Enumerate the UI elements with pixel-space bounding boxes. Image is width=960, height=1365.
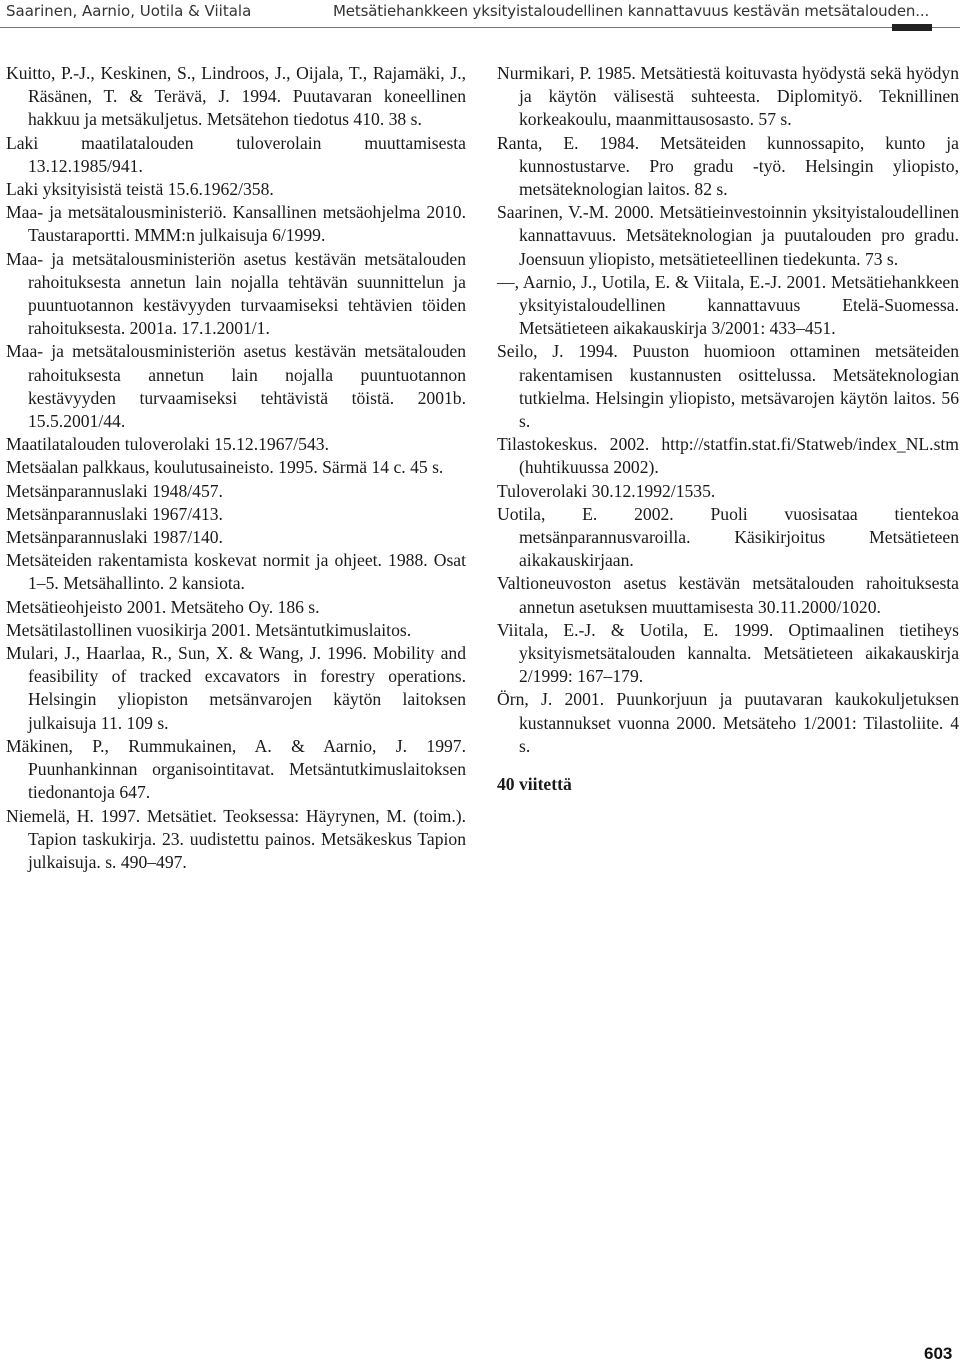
reference-item: Metsänparannuslaki 1948/457. bbox=[6, 480, 223, 501]
reference-item: Seilo, J. 1994. Puuston huomioon ottaminen metsäteiden rakentamisen kustannusten osittelussa. Metsäteknologian tutkielma. Helsingin yliopisto, metsävarojen käytön laitos. 56 s. bbox=[497, 341, 959, 432]
reference-item: Ranta, E. 1984. Metsäteiden kunnossapito, kunto ja kunnostustarve. Pro gradu -työ. Helsingin yliopisto, metsäteknologian laitos. 82 s. bbox=[497, 132, 959, 200]
header-rule bbox=[0, 27, 960, 28]
reference-item: Metsänparannuslaki 1967/413. bbox=[6, 503, 223, 524]
reference-item: Örn, J. 2001. Puunkorjuun ja puutavaran kaukokuljetuksen kustannukset vuonna 2000. Metsäteho 1/2001: Tilastoliite. 4 s. bbox=[497, 689, 959, 756]
references-left-column bbox=[6, 62, 466, 874]
header-article-title: Metsätiehankkeen yksityistaloudellinen kannattavuus kestävän metsätalouden... bbox=[333, 2, 930, 20]
references-count: 40 viitettä bbox=[497, 774, 572, 795]
reference-item: Niemelä, H. 1997. Metsätiet. Teoksessa: Häyrynen, M. (toim.). Tapion taskukirja. 23. uudistettu painos. Metsäkeskus Tapion julkaisuja. s. 490–497. bbox=[6, 805, 466, 872]
reference-item: Saarinen, V.-M. 2000. Metsätieinvestoinnin yksityistaloudellinen kannattavuus. Metsäteknologian ja puutalouden pro gradu. Joensuun yliopisto, metsätieteellinen tiedekunta. 73 s. bbox=[497, 202, 959, 269]
reference-item: Uotila, E. 2002. Puoli vuosisataa tientekoa metsänparannusvaroilla. Käsikirjoitus Metsätieteen aikakauskirjaan. bbox=[497, 503, 959, 571]
reference-item: Mäkinen, P., Rummukainen, A. & Aarnio, J. 1997. Puunhankinnan organisointitavat. Metsäntutkimuslaitoksen tiedonantoja 647. bbox=[6, 735, 466, 803]
references-right-column bbox=[497, 62, 959, 796]
reference-item: Maa- ja metsätalousministeriön asetus kestävän metsätalouden rahoituksesta annetun lain nojalla puuntuotannon kestävyyden turvaamiseksi tehtävistä töistä. 2001b. 15.5.2001/44. bbox=[6, 341, 466, 432]
reference-item: Viitala, E.-J. & Uotila, E. 1999. Optimaalinen tietiheys yksityismetsätalouden kannalta. Metsätieteen aikakauskirja 2/1999: 167–179. bbox=[497, 619, 959, 687]
reference-item: Laki yksityisistä teistä 15.6.1962/358. bbox=[6, 179, 274, 200]
reference-item: Maa- ja metsätalousministeriö. Kansallinen metsäohjelma 2010. Taustaraportti. MMM:n julkaisuja 6/1999. bbox=[6, 202, 466, 246]
reference-item: Kuitto, P.-J., Keskinen, S., Lindroos, J., Oijala, T., Rajamäki, J., Räsänen, T. & Terävä, J. 1994. Puutavaran koneellinen hakkuu ja metsäkuljetus. Metsätehon tiedotus 410. 38 s. bbox=[6, 63, 466, 130]
reference-item: Maa- ja metsätalousministeriön asetus kestävän metsätalouden rahoituksesta annetun lain nojalla tehtävän suunnittelun ja puuntuotannon kestävyyden turvaamiseksi tehtävien töiden rahoituksesta. 2001a. 17.1.2001/1. bbox=[6, 248, 466, 339]
reference-item: Metsätieohjeisto 2001. Metsäteho Oy. 186 s. bbox=[6, 596, 320, 617]
reference-item: Metsäteiden rakentamista koskevat normit ja ohjeet. 1988. Osat 1–5. Metsähallinto. 2 kansiota. bbox=[6, 550, 466, 594]
running-header bbox=[0, 0, 960, 30]
reference-item: Laki maatilatalouden tuloverolain muuttamisesta 13.12.1985/941. bbox=[6, 132, 466, 176]
reference-item: Nurmikari, P. 1985. Metsätiestä koituvasta hyödystä sekä hyödyn ja käytön välisestä suhteesta. Diplomityö. Teknillinen korkeakoulu, maanmittausosasto. 57 s. bbox=[497, 63, 959, 130]
reference-item: Metsätilastollinen vuosikirja 2001. Metsäntutkimuslaitos. bbox=[6, 619, 412, 640]
page-number: 603 bbox=[924, 1344, 953, 1363]
reference-item: Metsänparannuslaki 1987/140. bbox=[6, 527, 223, 548]
header-authors: Saarinen, Aarnio, Uotila & Viitala bbox=[6, 2, 252, 20]
reference-item: Tilastokeskus. 2002. http://statfin.stat.fi/Statweb/index_NL.stm (huhtikuussa 2002). bbox=[497, 434, 959, 478]
reference-item: Maatilatalouden tuloverolaki 15.12.1967/543. bbox=[6, 434, 329, 455]
header-marker-block bbox=[892, 24, 932, 31]
reference-item: Valtioneuvoston asetus kestävän metsätalouden rahoituksesta annetun asetuksen muuttamisesta 30.11.2000/1020. bbox=[497, 573, 959, 617]
reference-item: Tuloverolaki 30.12.1992/1535. bbox=[497, 480, 716, 501]
reference-item: Mulari, J., Haarlaa, R., Sun, X. & Wang, J. 1996. Mobility and feasibility of tracked excavators in forestry operations. Helsingin yliopiston metsänvarojen käytön laitoksen julkaisuja 11. 109 s. bbox=[6, 643, 466, 733]
reference-item: Metsäalan palkkaus, koulutusaineisto. 1995. Särmä 14 c. 45 s. bbox=[6, 457, 444, 478]
reference-item: —, Aarnio, J., Uotila, E. & Viitala, E.-J. 2001. Metsätiehankkeen yksityistaloudellinen kannattavuus Etelä-Suomessa. Metsätieteen aikakauskirja 3/2001: 433–451. bbox=[497, 271, 959, 339]
